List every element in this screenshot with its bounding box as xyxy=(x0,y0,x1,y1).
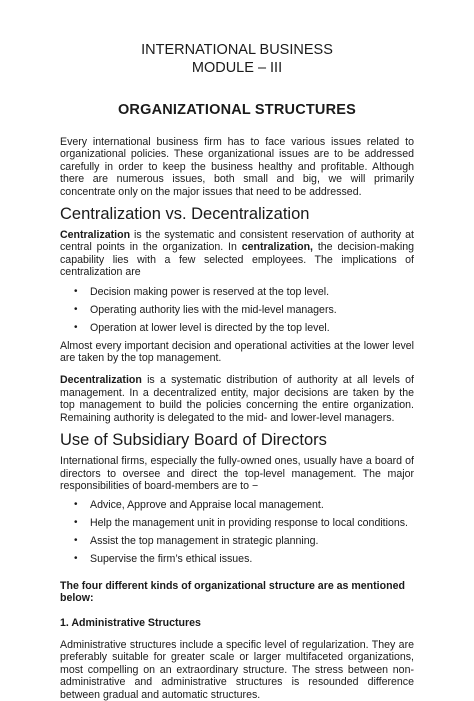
term-decentralization: Decentralization xyxy=(60,374,142,387)
bullet-icon: • xyxy=(74,499,78,511)
administrative-structures-heading: 1. Administrative Structures xyxy=(60,616,201,629)
list-item: • Operating authority lies with the mid-level managers. xyxy=(74,303,337,316)
centralization-summary: Almost every important decision and operational activities at the lower level are taken by the top management. xyxy=(60,339,414,365)
module-title: MODULE – III xyxy=(191,60,283,76)
bullet-icon: • xyxy=(74,517,78,529)
list-item: • Supervise the firm’s ethical issues. xyxy=(74,553,253,566)
administrative-structures-paragraph: Administrative structures include a specific level of regularization. They are preferably suitable for greater scale or larger multifaceted organizations, most compelling on an extraordinary structure. The stress between non- administrative and administrative structures is resounded difference between gradual and automatic structures. xyxy=(60,638,414,701)
list-item: • Help the management unit in providing response to local conditions. xyxy=(74,517,409,530)
subsidiary-board-paragraph: International firms, especially the fully-owned ones, usually have a board of directors to oversee and direct the top-level management. The major responsibilities of board-members are to − xyxy=(60,455,414,492)
bullet-icon: • xyxy=(74,303,78,315)
list-item: • Operation at lower level is directed by the top level. xyxy=(74,321,330,334)
term-centralization-inline: centralization, xyxy=(241,241,313,254)
intro-paragraph: Every international business firm has to face various issues related to organizational policies. These organizational issues are to be addressed carefully in order to keep the business healthy and profitable. Although there are numerous issues, both small and big, we will primarily concentrate only on the major issues that need to be addressed. xyxy=(60,136,414,198)
bullet-icon: • xyxy=(74,285,78,297)
decentralization-paragraph: Decentralization is a systematic distribution of authority at all levels of management. In a decentralized entity, major decisions are taken by the top management to build the policies concerning the entire organization. Remaining authority is delegated to the mid- and lower-level managers. xyxy=(60,374,414,424)
list-item: • Assist the top management in strategic planning. xyxy=(74,535,319,548)
section-heading-centralization: Centralization vs. Decentralization xyxy=(60,205,310,224)
term-centralization: Centralization xyxy=(60,229,131,242)
bullet-icon: • xyxy=(74,321,78,333)
board-responsibilities-list xyxy=(60,499,414,565)
bullet-icon: • xyxy=(74,553,78,565)
centralization-paragraph: Centralization is the systematic and consistent reservation of authority at central points in the organization. In centralization, the decision-making capability lies with a few selected employees. The implications of centralization are xyxy=(60,229,414,279)
main-heading: ORGANIZATIONAL STRUCTURES xyxy=(117,102,357,118)
bullet-icon: • xyxy=(74,535,78,547)
course-title: INTERNATIONAL BUSINESS xyxy=(141,42,333,58)
list-item: • Decision making power is reserved at the top level. xyxy=(74,285,330,298)
list-item: • Advice, Approve and Appraise local management. xyxy=(74,499,324,512)
structures-lead: The four different kinds of organizational structure are as mentioned below: xyxy=(60,579,405,605)
section-heading-subsidiary-board: Use of Subsidiary Board of Directors xyxy=(60,431,327,450)
centralization-list xyxy=(60,286,414,334)
